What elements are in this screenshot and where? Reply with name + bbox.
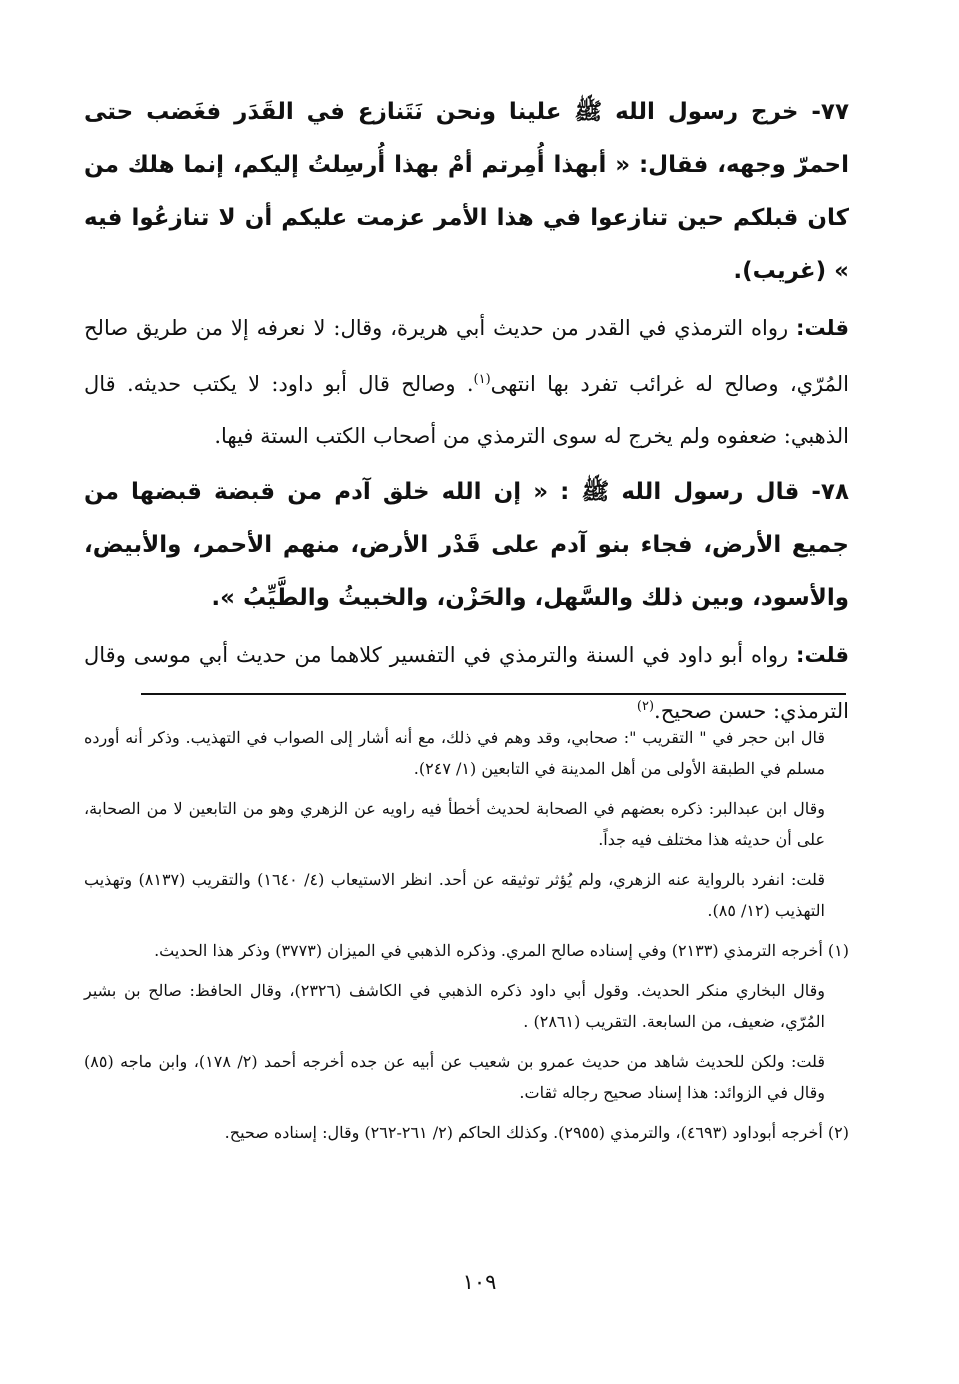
page-number: ١٠٩ — [462, 1270, 497, 1294]
comment-lead: قلت: — [796, 643, 849, 667]
footnote-ref-1[interactable]: (١) — [473, 372, 491, 387]
comment-77 — [84, 302, 849, 462]
footnote-line: قلت: انفرد بالرواية عنه الزهري، ولم يُؤثر توثيقه عن أحد. انظر الاستيعاب (٤/ ١٦٤٠) والتقريب (٨١٣٧) وتهذيب التهذيب (١٢/ ٨٥). — [84, 870, 825, 920]
footnote-line: وقال ابن عبدالبر: ذكره بعضهم في الصحابة لحديث أخطأ فيه راويه عن الزهري وهو من التابعين لا من الصحابة، على أن حديثه هذا مختلف فيه جداً. — [84, 799, 825, 849]
footnote-line: قال ابن حجر في " التقريب ": صحابي، وقد وهم في ذلك، مع أنه أشار إلى الصواب في التهذيب. وذكر أنه أورده مسلم في الطبقة الأولى من أهل المدينة في التابعين (١/ ٢٤٧). — [84, 728, 825, 778]
footnote-line: وقال البخاري منكر الحديث. وقول أبي داود ذكره الذهبي في الكاشف (٢٣٢٦)، وقال الحافظ: صالح بن بشير المُرّي، ضعيف، من السابعة. التقريب (٢٨٦١) . — [84, 981, 826, 1031]
footnotes — [84, 722, 849, 1157]
comment-78 — [84, 629, 849, 737]
hadith-78: ٧٨- قال رسول الله ﷺ : « إن الله خلق آدم من قبضة قبضها من جميع الأرض، فجاء بنو آدم على قَدْر الأرض، منهم الأحمر، والأبيض، والأسود، وبين ذلك والسَّهل، والحَزْن، والخبيثُ والطَّيِّبُ ». — [84, 479, 849, 611]
comment-lead: قلت: — [796, 316, 849, 340]
comment-text: رواه أبو داود في السنة والترمذي في التفسير كلاهما من حديث أبي موسى وقال الترمذي: حسن صحيح. — [84, 643, 849, 723]
comment-text: رواه الترمذي في القدر من حديث أبي هريرة، وقال: لا نعرفه إلا من طريق صالح المُرّي، وصالح له غرائب تفرد بها انتهى — [84, 316, 849, 396]
hadith-77: ٧٧- خرج رسول الله ﷺ علينا ونحن نَتَنازع في القَدَر فغَضب حتى احمرّ وجهه، فقال: « أبهذا أُمِرتم أمْ بهذا أُرسِلتُ إليكم، إنما هلك من كان قبلكم حين تنازعوا في هذا الأمر عزمت عليكم أن لا تنازعُوا فيه » (غريب). — [84, 99, 849, 284]
footnote-divider — [141, 693, 846, 695]
footnote-2: (٢) أخرجه أبوداود (٤٦٩٣)، والترمذي (٢٩٥٥). وكذلك الحاكم (٢/ ٢٦١-٢٦٢) وقال: إسناده صحيح. — [224, 1123, 849, 1142]
main-text — [84, 86, 849, 737]
footnote-line: قلت: ولكن للحديث شاهد من حديث عمرو بن شعيب عن أبيه عن جده أخرجه أحمد (٢/ ١٧٨)، وابن ماجه (٨٥) وقال في الزوائد: هذا إسناد صحيح رجاله ثقات. — [84, 1052, 825, 1102]
comment-text-2: . وصالح قال أبو داود: لا يكتب حديثه. قال الذهبي: ضعفوه ولم يخرج له سوى الترمذي من أصحاب الكتب الستة فيها. — [84, 372, 849, 448]
footnote-1: (١) أخرجه الترمذي (٢١٣٣) وفي إسناده صالح المري. وذكره الذهبي في الميزان (٣٧٧٣) وذكر هذا الحديث. — [154, 941, 849, 960]
footnote-ref-2[interactable]: (٢) — [636, 699, 655, 714]
